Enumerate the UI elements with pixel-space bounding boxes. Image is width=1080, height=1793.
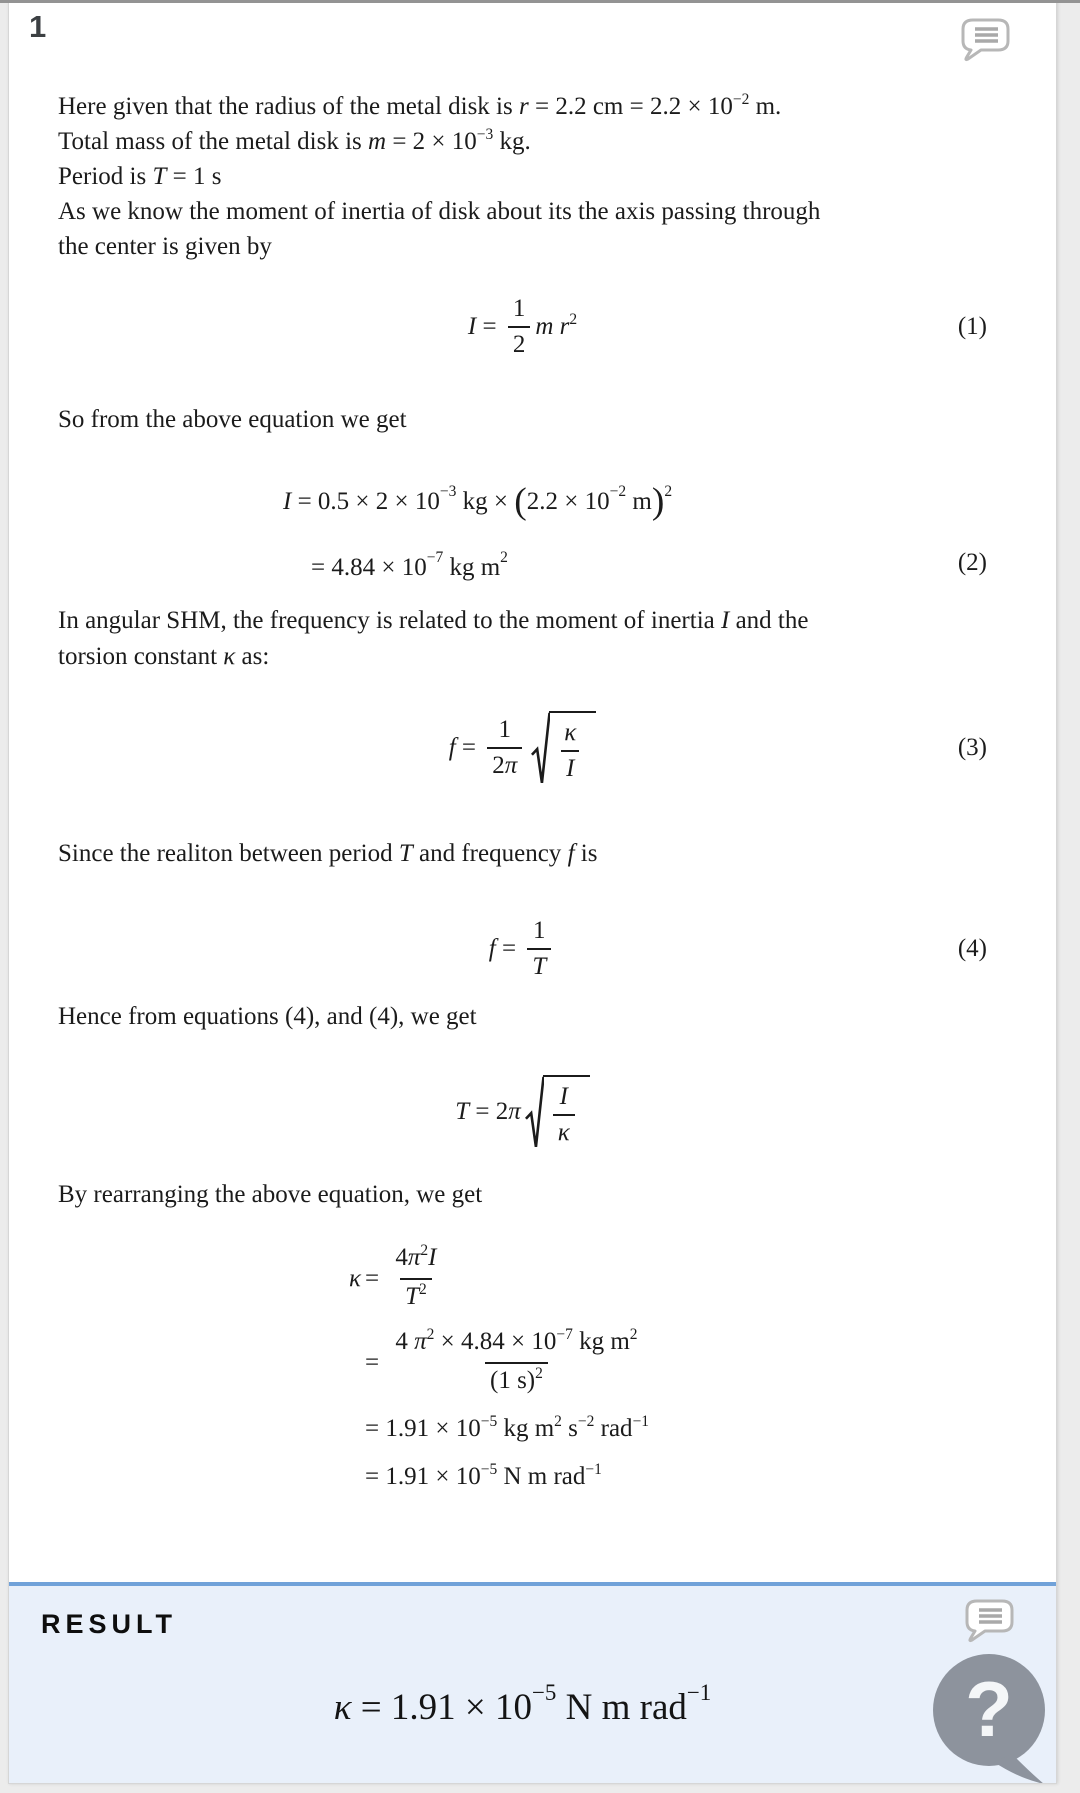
help-bubble-button[interactable]: [930, 1650, 1050, 1784]
result-equation: κ = 1.91 × 10 −5 N m rad −1: [333, 1680, 712, 1728]
text-line: Hence from equations (4), and (4), we get: [58, 1003, 477, 1030]
equation-2-line-1: I = 0.5 × 2 × 10 −3 kg × ( 2.2 × 10 −2 m ) 2: [283, 481, 673, 522]
question-mark-icon: [930, 1665, 1050, 1784]
solution-step-card: [8, 0, 1057, 1784]
comment-button[interactable]: [960, 17, 1012, 63]
text-line: torsion constant κ as:: [58, 643, 270, 670]
equation-2-line-2: = 4.84 × 10 −7 kg m 2: [311, 549, 508, 581]
equation-1-content: I = $\frac{1}{2}$ m $r^2$: [468, 292, 577, 362]
equation-number: (2): [957, 549, 987, 576]
equation-number: (4): [957, 935, 987, 962]
comment-icon: [960, 51, 1012, 66]
equation-4: [58, 897, 987, 1001]
kappa-lhs: κ: [349, 1265, 361, 1292]
text-line: the center is given by: [58, 233, 272, 260]
svg-text:?: ?: [965, 1665, 1013, 1753]
equation-period: [58, 1053, 987, 1171]
equation-4-content: f = $\frac{1}{T}$: [489, 914, 556, 984]
kappa-row-2: = $\frac{4 \pi^2 \times 4.84 \times 10^{-7} kg m^2}{(1 s)^2}$: [365, 1325, 649, 1401]
equation-number: (1): [957, 313, 987, 340]
equation-3: [58, 693, 987, 803]
equation-period-content: T = 2π $\frac{I}{\kappa}$: [455, 1075, 590, 1150]
equation-number: (3): [957, 734, 987, 761]
text-line: Period is T = 1 s: [58, 163, 222, 190]
text-line: So from the above equation we get: [58, 406, 407, 433]
result-label: RESULT: [41, 1609, 177, 1639]
text-line: By rearranging the above equation, we get: [58, 1181, 483, 1208]
kappa-derivation: [329, 1241, 649, 1497]
kappa-row-4: = $1.91 \times 10^{-5}$ N m rad$^{-1}$: [365, 1461, 602, 1490]
kappa-row-1: = $\frac{4\pi^2I}{T^2}$: [365, 1241, 649, 1317]
text-line: As we know the moment of inertia of disk about its the axis passing through: [58, 198, 821, 225]
equation-3-content: f = $\frac{1}{2\pi}$ $\frac{\kappa}{I}$: [449, 711, 597, 786]
text-line: Total mass of the metal disk is $m = 2 \times 10^{-3}$ kg.: [58, 126, 531, 155]
text-line: In angular SHM, the frequency is related to the moment of inertia I and the: [58, 607, 809, 634]
equation-1: [58, 273, 987, 381]
kappa-row-3: = $1.91 \times 10^{-5}$ kg $m^2$ $s^{-2}$ rad$^{-1}$: [365, 1413, 650, 1442]
text-line: Here given that the radius of the metal disk is r = 2.2 cm = $2.2 \times 10^{-2}$ m.: [58, 91, 782, 120]
page-top-border: [0, 0, 1080, 3]
result-section: [9, 1582, 1056, 1784]
text-line: Since the realiton between period T and frequency f is: [58, 840, 598, 867]
comment-button[interactable]: [964, 1598, 1016, 1644]
step-number: 1: [29, 9, 47, 44]
comment-icon: [964, 1632, 1016, 1647]
